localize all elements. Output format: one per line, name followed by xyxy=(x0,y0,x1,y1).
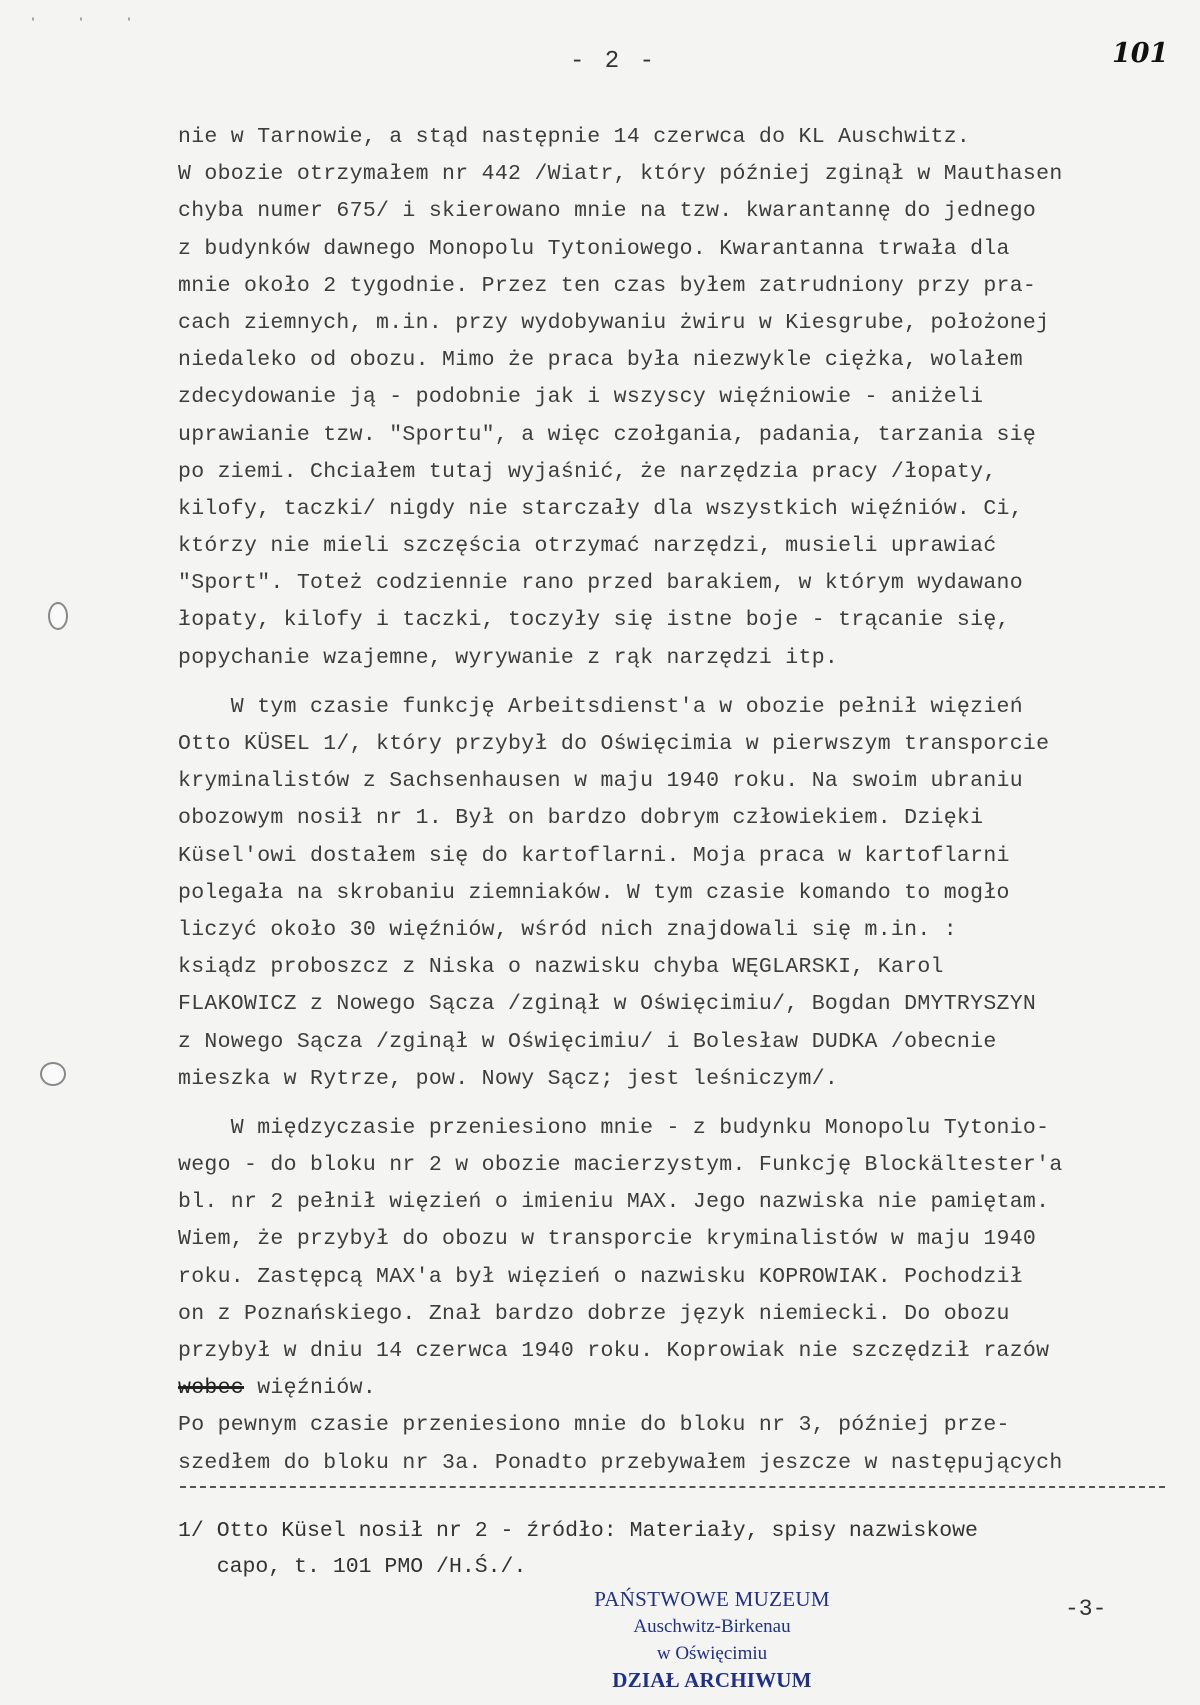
footnote xyxy=(178,1513,1188,1585)
body-line: Po pewnym czasie przeniesiono mnie do bloku nr 3, później prze- xyxy=(178,1413,1010,1438)
body-line: cach ziemnych, m.in. przy wydobywaniu żwiru w Kiesgrube, położonej xyxy=(178,310,1050,335)
body-line: z budynków dawnego Monopolu Tytoniowego. Kwarantanna trwała dla xyxy=(178,236,1010,261)
body-line: obozowym nosił nr 1. Był on bardzo dobrym człowiekiem. Dzięki xyxy=(178,806,984,831)
body-line: Otto KÜSEL 1/, który przybył do Oświęcimia w pierwszym transporcie xyxy=(178,732,1050,756)
punch-hole-icon xyxy=(40,1062,66,1086)
body-line: polegała na skrobaniu ziemniaków. W tym czasie komando to mogło xyxy=(178,880,1010,905)
body-line: W międzyczasie przeniesiono mnie - z budynku Monopolu Tytonio- xyxy=(178,1115,1050,1140)
body-line-with-strikeout xyxy=(178,1370,1188,1407)
body-line: ksiądz proboszcz z Niska o nazwisku chyba WĘGLARSKI, Karol xyxy=(178,955,944,980)
body-line: szedłem do bloku nr 3a. Ponadto przebywałem jeszcze w następujących xyxy=(178,1450,1063,1475)
body-line: roku. Zastępcą MAX'a był więzień o nazwisku KOPROWIAK. Pochodził xyxy=(178,1264,1023,1289)
archive-stamp xyxy=(572,1586,852,1694)
body-line: z Nowego Sącza /zginął w Oświęcimiu/ i Bolesław DUDKA /obecnie xyxy=(178,1029,997,1054)
archive-folio-number: 101 xyxy=(1112,38,1169,69)
body-line: bl. nr 2 pełnił więzień o imieniu MAX. Jego nazwiska nie pamiętam. xyxy=(178,1190,1050,1215)
body-line: kilofy, taczki/ nigdy nie starczały dla wszystkich więźniów. Ci, xyxy=(178,496,1023,521)
body-line: uprawianie tzw. "Sportu", a więc czołgania, padania, tarzania się xyxy=(178,422,1037,447)
page-number: - 2 - xyxy=(570,48,658,75)
stamp-line: Auschwitz-Birkenau xyxy=(633,1616,791,1637)
body-line: FLAKOWICZ z Nowego Sącza /zginął w Oświęcimiu/, Bogdan DMYTRYSZYN xyxy=(178,992,1037,1017)
stamp-line: PAŃSTWOWE MUZEUM xyxy=(594,1587,830,1611)
next-page-marker: -3- xyxy=(1065,1596,1107,1622)
body-line: którzy nie mieli szczęścia otrzymać narzędzi, musieli uprawiać xyxy=(178,534,997,559)
stamp-line: DZIAŁ ARCHIWUM xyxy=(612,1668,812,1692)
body-line: kryminalistów z Sachsenhausen w maju 1940 roku. Na swoim ubraniu xyxy=(178,769,1023,794)
body-line: W obozie otrzymałem nr 442 /Wiatr, który później zginął w Mauthasen xyxy=(178,162,1063,187)
typewritten-body xyxy=(178,119,1188,1482)
struck-out-word: wobec xyxy=(178,1376,245,1401)
stamp-line: w Oświęcimiu xyxy=(656,1643,768,1664)
body-line: Küsel'owi dostałem się do kartoflarni. Moja praca w kartoflarni xyxy=(178,843,1010,868)
body-line: popychanie wzajemne, wyrywanie z rąk narzędzi itp. xyxy=(178,645,839,670)
punch-hole-icon xyxy=(48,602,68,630)
body-line: przybył w dniu 14 czerwca 1940 roku. Koprowiak nie szczędził razów xyxy=(178,1339,1050,1363)
struck-line-rest: więźniów. xyxy=(244,1376,377,1401)
scan-specks: ' ' ' xyxy=(30,18,151,29)
body-line: wego - do bloku nr 2 w obozie macierzystym. Funkcję Blockältester'a xyxy=(178,1153,1063,1178)
footnote-separator xyxy=(180,1486,1165,1488)
body-line: łopaty, kilofy i taczki, toczyły się istne boje - trącanie się, xyxy=(178,608,1010,633)
body-line: Wiem, że przybył do obozu w transporcie kryminalistów w maju 1940 xyxy=(178,1227,1037,1252)
footnote-line: capo, t. 101 PMO /H.Ś./. xyxy=(178,1555,527,1579)
body-line: mieszka w Rytrze, pow. Nowy Sącz; jest leśniczym/. xyxy=(178,1066,839,1091)
body-line: niedaleko od obozu. Mimo że praca była niezwykle ciężka, wolałem xyxy=(178,348,1023,373)
footnote-line: 1/ Otto Küsel nosił nr 2 - źródło: Materiały, spisy nazwiskowe xyxy=(178,1519,978,1543)
body-line: po ziemi. Chciałem tutaj wyjaśnić, że narzędzia pracy /łopaty, xyxy=(178,459,997,484)
body-line: chyba numer 675/ i skierowano mnie na tzw. kwarantannę do jednego xyxy=(178,199,1037,224)
body-line: W tym czasie funkcję Arbeitsdienst'a w obozie pełnił więzień xyxy=(178,694,1023,719)
body-line: zdecydowanie ją - podobnie jak i wszyscy więźniowie - aniżeli xyxy=(178,385,984,410)
body-line: "Sport". Toteż codziennie rano przed barakiem, w którym wydawano xyxy=(178,571,1023,596)
body-line: on z Poznańskiego. Znał bardzo dobrze język niemiecki. Do obozu xyxy=(178,1301,1010,1326)
body-line: nie w Tarnowie, a stąd następnie 14 czerwca do KL Auschwitz. xyxy=(178,125,971,149)
body-line: mnie około 2 tygodnie. Przez ten czas byłem zatrudniony przy pra- xyxy=(178,273,1037,298)
body-line: liczyć około 30 więźniów, wśród nich znajdowali się m.in. : xyxy=(178,917,957,942)
